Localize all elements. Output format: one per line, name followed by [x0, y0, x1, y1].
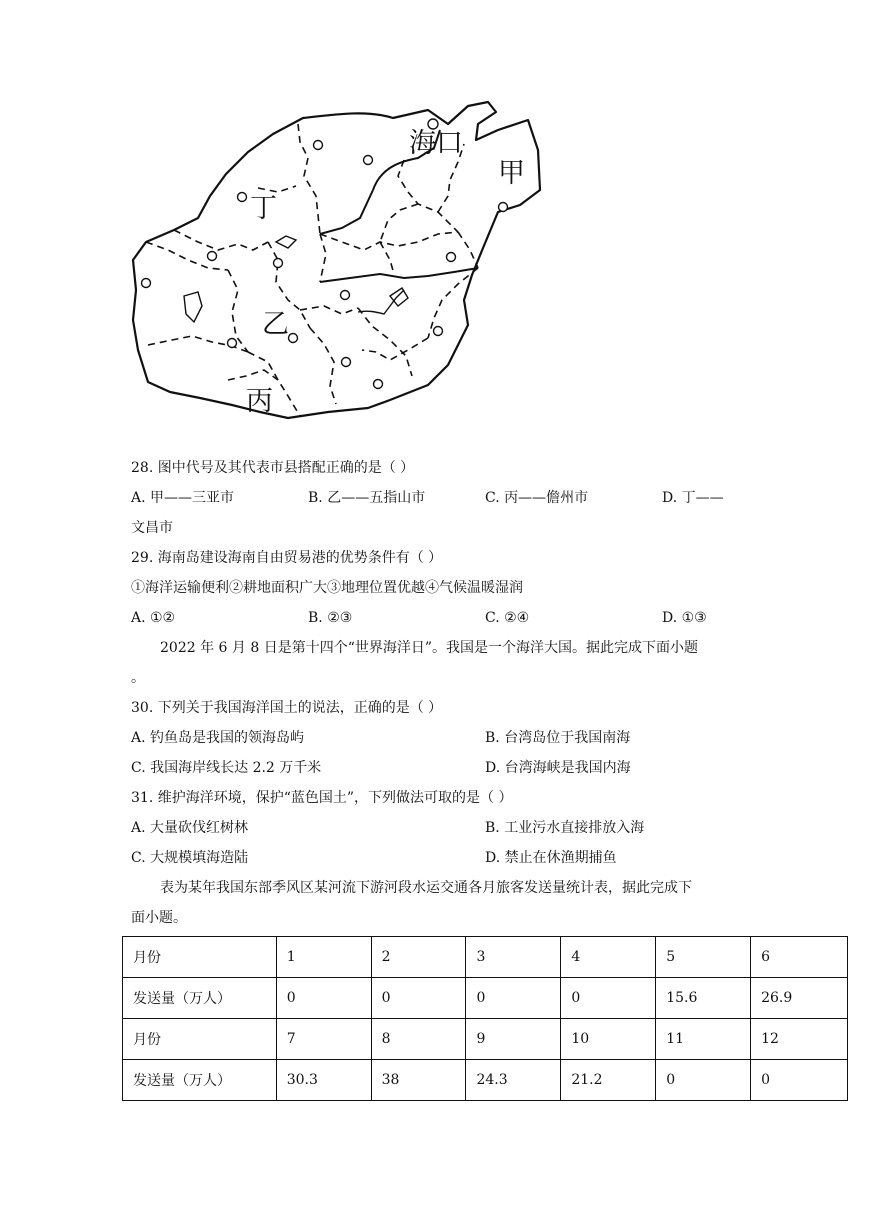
reservoir [276, 236, 296, 248]
question-28-option-d: D. 丁—— [662, 490, 724, 506]
table-cell: 0 [656, 1060, 751, 1101]
table-row [123, 937, 848, 978]
table-cell: 1 [276, 937, 371, 978]
question-28-option-a: A. 甲——三亚市 [131, 490, 235, 506]
question-30-option-c: C. 我国海岸线长达 2.2 万千米 [131, 760, 322, 776]
table-cell: 0 [561, 978, 656, 1019]
table-cell: 月份 [123, 1019, 277, 1060]
table-cell: 21.2 [561, 1060, 656, 1101]
reservoir [184, 292, 202, 322]
island-outline [133, 102, 540, 418]
table-cell: 6 [751, 937, 848, 978]
table-cell: 26.9 [751, 978, 848, 1019]
passenger-volume-table [122, 936, 848, 1101]
city-marker [228, 339, 237, 348]
question-28-option-d-wrap: 文昌市 [131, 520, 173, 536]
question-31-option-a: A. 大量砍伐红树林 [131, 820, 249, 836]
question-30-option-b: B. 台湾岛位于我国南海 [485, 730, 631, 746]
city-marker [374, 380, 383, 389]
table-cell: 2 [371, 937, 466, 978]
table-cell: 月份 [123, 937, 277, 978]
passage-1-line-2: 。 [131, 670, 145, 686]
city-marker [499, 203, 508, 212]
table-cell: 8 [371, 1019, 466, 1060]
table-cell: 0 [751, 1060, 848, 1101]
city-marker [364, 156, 373, 165]
table-cell: 24.3 [466, 1060, 561, 1101]
city-marker [434, 327, 443, 336]
table-cell: 7 [276, 1019, 371, 1060]
table-cell: 4 [561, 937, 656, 978]
map-label-ding: 丁 [250, 193, 277, 224]
question-31-stem: 31. 维护海洋环境，保护“蓝色国土”，下列做法可取的是（ ） [131, 790, 513, 806]
question-31-option-d: D. 禁止在休渔期捕鱼 [485, 850, 617, 866]
question-29-option-c: C. ②④ [485, 610, 530, 626]
table-cell: 9 [466, 1019, 561, 1060]
table-row [123, 1060, 848, 1101]
table-cell: 0 [371, 978, 466, 1019]
table-cell: 5 [656, 937, 751, 978]
table-cell: 3 [466, 937, 561, 978]
question-31-option-c: C. 大规模填海造陆 [131, 850, 249, 866]
hainan-map [128, 100, 558, 445]
question-29-stem: 29. 海南岛建设海南自由贸易港的优势条件有（ ） [131, 550, 443, 566]
table-row [123, 1019, 848, 1060]
table-row [123, 978, 848, 1019]
question-28-stem: 28. 图中代号及其代表市县搭配正确的是（ ） [131, 460, 415, 476]
city-marker [142, 279, 151, 288]
table-cell: 0 [466, 978, 561, 1019]
table-cell: 11 [656, 1019, 751, 1060]
city-marker [274, 259, 283, 268]
table-cell: 发送量（万人） [123, 978, 277, 1019]
table-cell: 30.3 [276, 1060, 371, 1101]
question-29-option-b: B. ②③ [308, 610, 353, 626]
city-marker [238, 193, 247, 202]
passage-1-line-1: 2022 年 6 月 8 日是第十四个“世界海洋日”。我国是一个海洋大国。据此完成下面小题 [160, 640, 699, 656]
passage-2-line-2: 面小题。 [131, 910, 187, 926]
city-marker [208, 252, 217, 261]
city-marker [341, 291, 350, 300]
city-marker [342, 358, 351, 367]
city-marker [289, 334, 298, 343]
question-30-option-d: D. 台湾海峡是我国内海 [485, 760, 631, 776]
city-marker [314, 141, 323, 150]
question-28-option-c: C. 丙——儋州市 [485, 490, 589, 506]
question-30-stem: 30. 下列关于我国海洋国土的说法，正确的是（ ） [131, 700, 443, 716]
question-29-statement: ①海洋运输便利②耕地面积广大③地理位置优越④气候温暖湿润 [131, 580, 523, 596]
table-cell: 15.6 [656, 978, 751, 1019]
county-boundaries-dashed [146, 124, 478, 416]
question-30-option-a: A. 钓鱼岛是我国的领海岛屿 [131, 730, 305, 746]
passage-2-line-1: 表为某年我国东部季风区某河流下游河段水运交通各月旅客发送量统计表，据此完成下 [160, 880, 692, 896]
table-cell: 10 [561, 1019, 656, 1060]
river [358, 290, 404, 314]
map-label-yi: 乙 [262, 309, 289, 340]
map-label-jia: 甲 [498, 158, 525, 189]
city-marker [447, 253, 456, 262]
table-cell: 12 [751, 1019, 848, 1060]
table-cell: 38 [371, 1060, 466, 1101]
table-cell: 发送量（万人） [123, 1060, 277, 1101]
question-31-option-b: B. 工业污水直接排放入海 [485, 820, 645, 836]
hainan-map-svg [128, 100, 558, 445]
question-29-option-d: D. ①③ [662, 610, 707, 626]
map-label-haikou: 海口 [409, 128, 463, 159]
question-29-option-a: A. ①② [131, 610, 176, 626]
map-label-bing: 丙 [246, 386, 273, 417]
question-28-option-b: B. 乙——五指山市 [308, 490, 426, 506]
table-cell: 0 [276, 978, 371, 1019]
city-markers [142, 119, 508, 389]
